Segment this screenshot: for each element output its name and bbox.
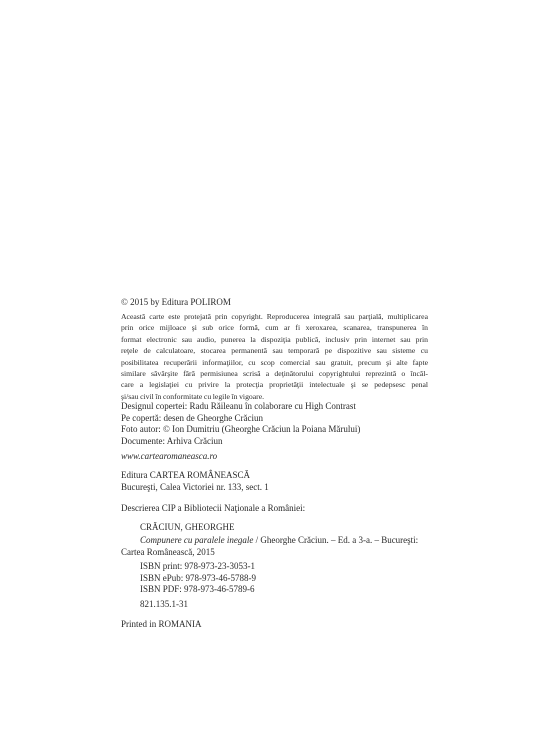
website xyxy=(121,451,428,463)
rights-paragraph xyxy=(121,311,428,402)
cip-description xyxy=(140,535,428,547)
publisher-name: Editura CARTEA ROMÂNEASCĂ xyxy=(121,470,250,480)
publisher-address: Bucureşti, Calea Victoriei nr. 133, sect. 1 xyxy=(121,481,269,492)
cover-drawing-credit: Pe copertă: desen de Gheorghe Crăciun xyxy=(121,412,264,423)
isbn-pdf: ISBN PDF: 978-973-46-5789-6 xyxy=(140,584,255,595)
rights-line: reţele de calculatoare, stocarea permanentă sau temporară pe dispozitive sau sisteme cu xyxy=(121,346,428,356)
rights-line: similare săvârşite fără permisiunea scrisă a deţinătorului copyrightului reprezintă o încăl- xyxy=(121,369,428,379)
printed-in-text: Printed in ROMANIA xyxy=(121,619,202,629)
cip-description-continued xyxy=(121,547,428,559)
cover-design-credit: Designul copertei: Radu Răileanu în colaborare cu High Contrast xyxy=(121,401,356,411)
printed-in xyxy=(121,619,428,631)
documents-credit: Documente: Arhiva Crăciun xyxy=(121,435,223,446)
rights-line: Această carte este protejată prin copyright. Reproducerea integrală sau parţială, multiplicarea xyxy=(121,312,428,321)
copyright-line: © 2015 by Editura POLIROM xyxy=(121,297,231,307)
rights-line: şi/sau civil în conformitate cu legile în vigoare. xyxy=(121,391,265,401)
cip-description-rest: / Gheorghe Crăciun. – Ed. a 3-a. – Bucureşti: xyxy=(253,535,419,545)
cdu-code xyxy=(140,599,428,611)
copyright-notice xyxy=(121,297,428,309)
rights-line: format electronic sau audio, punerea la dispoziţia publică, inclusiv prin internet sau prin xyxy=(121,334,428,344)
cip-heading xyxy=(121,503,428,515)
credits-section xyxy=(121,401,428,447)
cdu-code-text: 821.135.1-31 xyxy=(140,599,188,609)
cip-heading-text: Descrierea CIP a Bibliotecii Naţionale a României: xyxy=(121,503,306,513)
isbn-list xyxy=(140,561,428,596)
website-url: www.cartearomaneasca.ro xyxy=(121,451,218,461)
rights-line: care a legislaţiei cu privire la protecţia proprietăţii intelectuale şi se pedepsesc penal xyxy=(121,380,428,390)
isbn-epub: ISBN ePub: 978-973-46-5788-9 xyxy=(140,572,256,583)
publisher-info xyxy=(121,470,428,493)
rights-line: posibilitatea recuperării informaţiilor, cu scop comercial sau gratuit, precum şi alte fapte xyxy=(121,357,428,367)
book-title: Compunere cu paralele inegale xyxy=(140,535,254,545)
cip-description-line xyxy=(140,535,428,547)
isbn-print: ISBN print: 978-973-23-3053-1 xyxy=(140,561,255,571)
cip-author-name: CRĂCIUN, GHEORGHE xyxy=(140,522,235,532)
cip-author xyxy=(140,522,428,534)
rights-line: prin orice mijloace şi sub orice formă, cum ar fi xeroxarea, scanarea, transpunerea în xyxy=(121,323,428,333)
author-photo-credit: Foto autor: © Ion Dumitriu (Gheorghe Crăciun la Poiana Mărului) xyxy=(121,424,361,435)
cip-description-line2: Cartea Românească, 2015 xyxy=(121,546,215,557)
